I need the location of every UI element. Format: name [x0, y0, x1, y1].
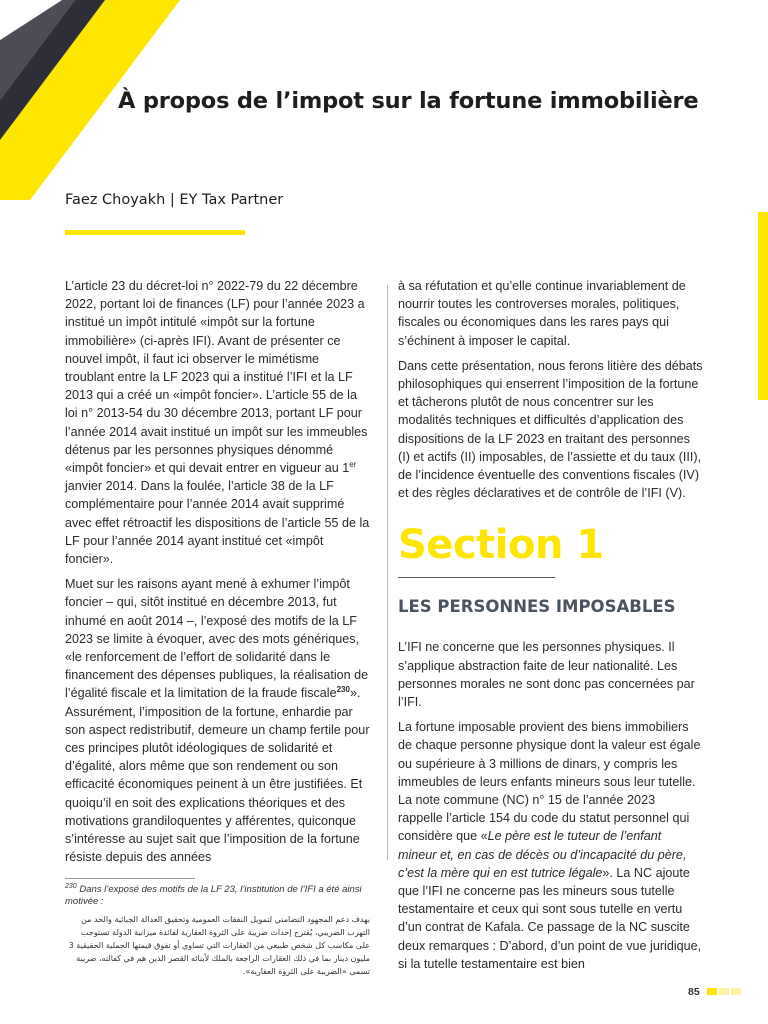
- page-square: [707, 988, 717, 995]
- sub-heading: LES PERSONNES IMPOSABLES: [398, 597, 676, 617]
- footnote-rule: [65, 878, 195, 879]
- page-number: 85: [688, 986, 700, 998]
- section-heading: Section 1: [398, 522, 604, 569]
- italic-quote: Le père est le tuteur de l’enfant mineur et, en cas de décès ou d’incapacité du père, c’est la mère qui en est tutrice légale: [398, 829, 687, 880]
- superscript: er: [349, 459, 357, 469]
- paragraph: [65, 277, 370, 568]
- paragraph: [398, 718, 703, 973]
- paragraph-text: La fortune imposable provient des biens immobiliers de chaque personne physique dont la valeur est égale ou supérieure à 3 millions de dinars, y compris les immeubles de leurs enfants mineurs sous leur tutelle. La note commune (NC) n° 15 de l’année 2023 rappelle l’article 154 du code du statut personnel qui considère que «: [398, 720, 701, 844]
- column-divider: [387, 285, 388, 860]
- paragraph: L’IFI ne concerne que les personnes physiques. Il s’applique abstraction faite de leur nationalité. Les personnes morales ne sont donc pas concernées par l’IFI.: [398, 640, 695, 710]
- right-edge-accent-bar: [758, 212, 768, 400]
- page-title: À propos de l’impot sur la fortune immobilière: [118, 88, 699, 114]
- footnote-text: Dans l’exposé des motifs de la LF 23, l’institution de l’IFI a été ainsi motivée :: [65, 884, 362, 907]
- paragraph-text: Muet sur les raisons ayant mené à exhumer l’impôt foncier – qui, sitôt institué en décembre 2013, fut inhumé en août 2014 –, l’exposé des motifs de la LF 2023 se limite à évoquer, avec des mots génériques, «le renforcement de l’effort de solidarité dans le financement des dépenses publiques, la réalisation de l’égalité fiscale et la limitation de la fraude fiscale: [65, 577, 369, 701]
- paragraph-text: L’article 23 du décret-loi n° 2022-79 du 22 décembre 2022, portant loi de finances (LF) pour l’année 2023 a institué un impôt intitulé «impôt sur la fortune immobilière» (ci-après IFI). Avant de présenter ce nouvel impôt, il faut ici observer le mimétisme troublant entre la LF 2023 qui a institué l’IFI et la LF 2013 qui a créé un «impôt foncier». L’article 55 de la loi n° 2013-54 du 30 décembre 2013, portant LF pour l’année 2014 avait institué un impôt sur les immeubles détenus par les personnes physiques dénommé «impôt foncier» et qui devait entrer en vigueur au 1: [65, 279, 368, 476]
- footnote-reference[interactable]: 230: [336, 685, 350, 695]
- right-column: [398, 277, 703, 980]
- footnote: [65, 884, 370, 908]
- paragraph-text: ». La NC ajoute que l’IFI ne concerne pas les mineurs sous tutelle testamentaire et ceux qui sont sous tutelle en vertu d’un contrat de Kafala. Ce passage de la NC suscite deux remarques : D’abord, d’un point de vue juridique, si la tutelle testamentaire est bien: [398, 865, 702, 971]
- footnote-number: 230: [65, 882, 77, 890]
- paragraph: [65, 575, 370, 866]
- author-byline: Faez Choyakh | EY Tax Partner: [65, 192, 284, 208]
- page-number-decoration: [707, 988, 741, 995]
- page-square: [719, 988, 729, 995]
- author-underline-bar: [65, 230, 245, 235]
- footnote-arabic-text: بهدف دعم المجهود التضامني لتمويل النفقات العمومية وتحقيق العدالة الجبائية والحد من التهرب الضريبي، يُقترح إحداث ضريبة على الثروة العقارية لفائدة ميزانية الدولة تستوجب على مكاسب كل شخص طبيعي من العقارات التي تساوي أو تفوق قيمتها الجملية الحقيقية 3 مليون دينار بما في ذلك العقارات الراجعة بالملك لأبنائه القصر الذين هم في كفالته، ضريبة تسمى «الضريبة على الثروة العقارية».: [68, 915, 370, 976]
- paragraph-text: ». Assurément, l’imposition de la fortune, enhardie par son aspect redistributif, demeure un champ fertile pour ces principes plutôt idéologiques de solidarité et d’égalité, alors même que son rendement ou son efficacité économiques peinent à un être justifiées. Et quoiqu’il en soit des explications théoriques et des motivations grandiloquentes y afférentes, quiconque s’intéresse au sujet sait que l’imposition de la fortune résiste depuis des années: [65, 686, 370, 865]
- paragraph: à sa réfutation et qu’elle continue invariablement de nourrir toutes les controverses morales, politiques, fiscales ou économiques dans les rares pays qui s’échinent à imposer le capital.: [398, 279, 686, 348]
- paragraph-text: janvier 2014. Dans la foulée, l’article 38 de la LF complémentaire pour l’année 2014 avait supprimé avec effet rétroactif les dispositions de l’article 55 de la LF pour l’année 2014 ayant institué cet «impôt foncier».: [65, 479, 370, 567]
- section-rule: [398, 577, 555, 578]
- left-column: [65, 277, 370, 874]
- paragraph: Dans cette présentation, nous ferons litière des débats philosophiques qui enserrent l’imposition de la fortune et tâcherons plutôt de nous concentrer sur les modalités techniques et difficultés d’application des dispositions de la LF 2023 en traitant des personnes (I) et actifs (II) imposables, de l’assiette et du taux (III), de l’incidence éventuelle des conventions fiscales (IV) et des règles déclaratives et de contrôle de l’IFI (V).: [398, 358, 703, 501]
- page-square: [731, 988, 741, 995]
